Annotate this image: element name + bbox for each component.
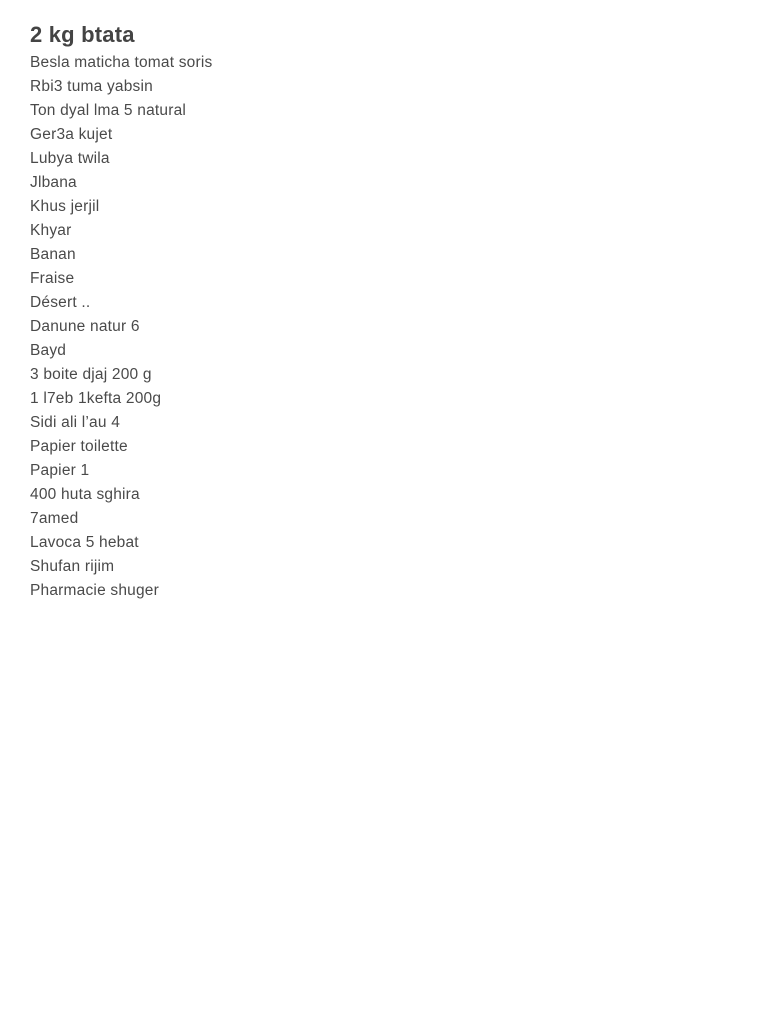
- note-line[interactable]: Pharmacie shuger: [30, 582, 159, 599]
- note-line[interactable]: Papier 1: [30, 462, 90, 479]
- note-line[interactable]: Danune natur 6: [30, 318, 140, 335]
- note-line[interactable]: Sidi ali l’au 4: [30, 414, 121, 431]
- note-line[interactable]: Besla maticha tomat soris: [30, 54, 213, 71]
- note-line[interactable]: Khyar: [30, 222, 72, 239]
- note-line[interactable]: Ton dyal lma 5 natural: [30, 102, 187, 119]
- note-line[interactable]: Rbi3 tuma yabsin: [30, 78, 153, 95]
- note-lines: [30, 51, 730, 603]
- note-line[interactable]: Désert ..: [30, 294, 91, 311]
- note-line[interactable]: Papier toilette: [30, 438, 128, 455]
- note-line[interactable]: Shufan rijim: [30, 558, 115, 575]
- note-line[interactable]: Khus jerjil: [30, 198, 100, 215]
- note-line[interactable]: 400 huta sghira: [30, 486, 140, 503]
- note-line[interactable]: Lavoca 5 hebat: [30, 534, 139, 551]
- note-line[interactable]: 1 l7eb 1kefta 200g: [30, 390, 162, 407]
- note-title[interactable]: 2 kg btata: [30, 22, 135, 47]
- note-line[interactable]: Bayd: [30, 342, 67, 359]
- note-line[interactable]: Fraise: [30, 270, 75, 287]
- note-line[interactable]: Banan: [30, 246, 76, 263]
- note-line[interactable]: Jlbana: [30, 174, 77, 191]
- note-line[interactable]: 3 boite djaj 200 g: [30, 366, 152, 383]
- note-body[interactable]: [30, 19, 730, 603]
- note-line[interactable]: Lubya twila: [30, 150, 110, 167]
- note-line[interactable]: 7amed: [30, 510, 79, 527]
- note-line[interactable]: Ger3a kujet: [30, 126, 113, 143]
